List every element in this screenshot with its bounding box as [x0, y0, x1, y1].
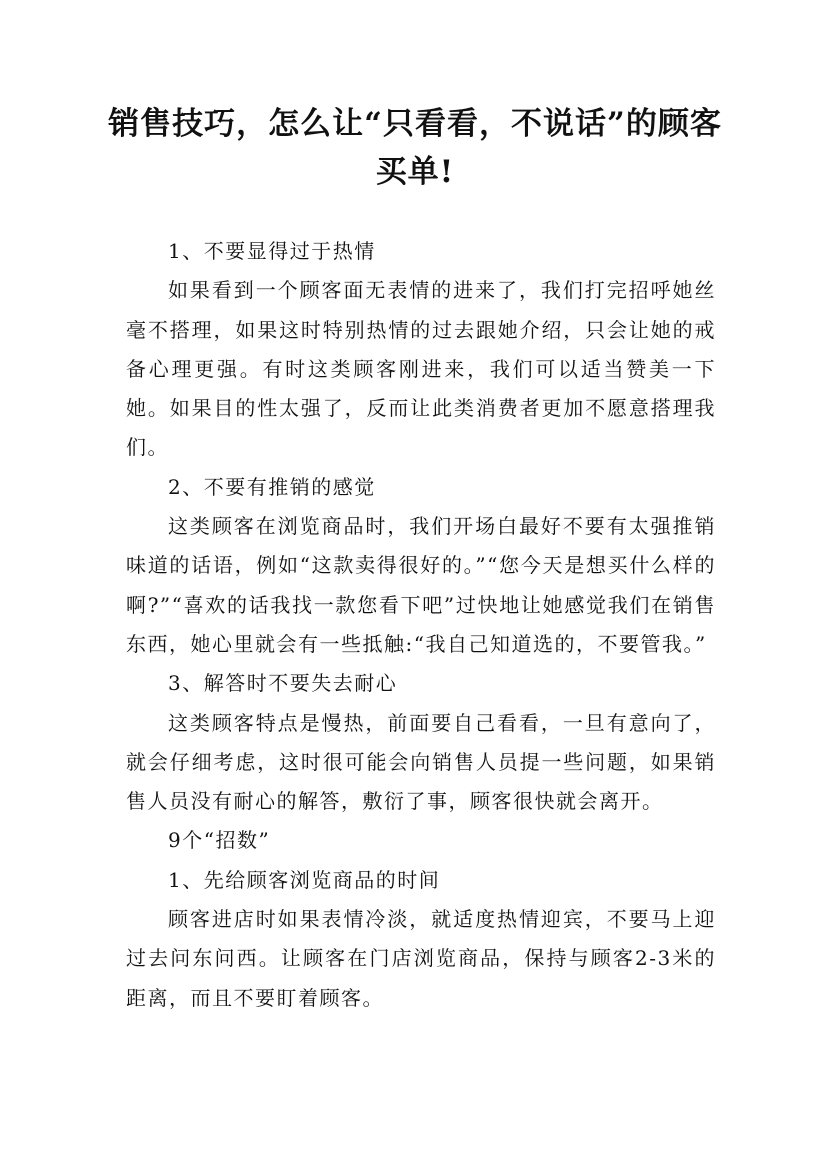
- document-body: [126, 232, 716, 1018]
- section-heading-2: 2、不要有推销的感觉: [168, 474, 376, 499]
- section-heading-1: 1、不要显得过于热情: [168, 239, 376, 263]
- paragraph-tip-1: 顾客进店时如果表情冷淡，就适度热情迎宾，不要马上迎过去问东问西。让顾客在门店浏览商品，保持与顾客2-3米的距离，而且不要盯着顾客。: [126, 907, 716, 1010]
- document-title: 销售技巧，怎么让“只看看，不说话”的顾客买单!: [108, 106, 722, 190]
- section-heading-3: 3、解答时不要失去耐心: [168, 671, 398, 696]
- paragraph-3: 这类顾客特点是慢热，前面要自己看看，一旦有意向了，就会仔细考虑，这时很可能会向销售人员提一些问题，如果销售人员没有耐心的解答，敷衍了事，顾客很快就会离开。: [126, 710, 716, 814]
- section-heading-tips: 9个“招数”: [168, 828, 271, 853]
- paragraph-1: 如果看到一个顾客面无表情的进来了，我们打完招呼她丝毫不搭理，如果这时特别热情的过去跟她介绍，只会让她的戒备心理更强。有时这类顾客刚进来，我们可以适当赞美一下她。如果目的性太强了，反而让此类消费者更加不愿意搭理我们。: [126, 278, 716, 460]
- paragraph-2: 这类顾客在浏览商品时，我们开场白最好不要有太强推销味道的话语，例如“这款卖得很好的。”“您今天是想买什么样的啊?”“喜欢的话我找一款您看下吧”过快地让她感觉我们在销售东西，她心里就会有一些抵触:“我自己知道选的，不要管我。”: [126, 514, 716, 656]
- section-heading-tip-1: 1、先给顾客浏览商品的时间: [168, 867, 441, 892]
